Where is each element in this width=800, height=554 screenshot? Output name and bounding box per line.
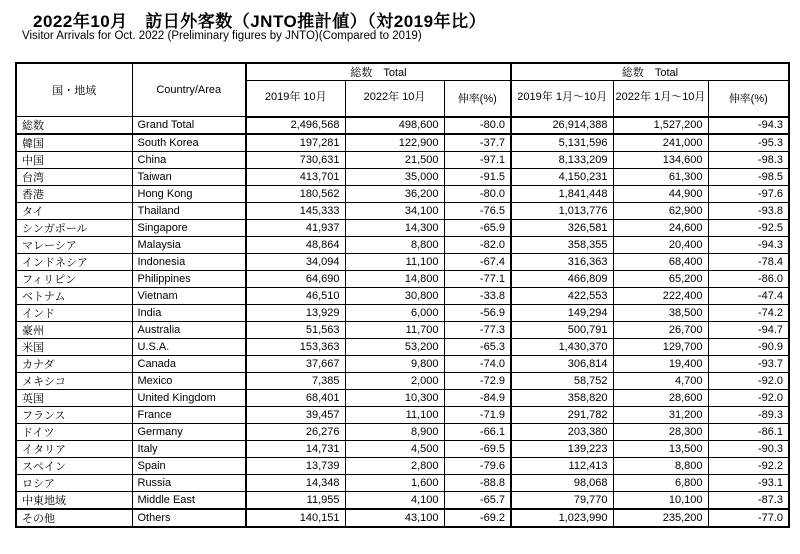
oct-growth-cell: -74.0 [444, 356, 511, 373]
oct-2019-value-cell: 180,562 [246, 186, 345, 203]
country-en-cell: Grand Total [132, 117, 246, 135]
cum-2022-value-cell: 10,100 [613, 492, 708, 510]
oct-2019-value-cell: 197,281 [246, 134, 345, 152]
cum-2022-value-cell: 19,400 [613, 356, 708, 373]
cum-growth-cell: -92.0 [708, 390, 789, 407]
country-en-cell: Taiwan [132, 169, 246, 186]
oct-2022-value-cell: 8,900 [345, 424, 444, 441]
cum-2022-value-cell: 13,500 [613, 441, 708, 458]
cum-growth-cell: -86.0 [708, 271, 789, 288]
oct-2019-value-cell: 48,864 [246, 237, 345, 254]
oct-2022-value-cell: 21,500 [345, 152, 444, 169]
oct-growth-cell: -91.5 [444, 169, 511, 186]
oct-2019-value-cell: 41,937 [246, 220, 345, 237]
cum-2022-value-cell: 20,400 [613, 237, 708, 254]
cum-2022-value-cell: 61,300 [613, 169, 708, 186]
cum-growth-cell: -92.0 [708, 373, 789, 390]
country-jp-cell: スペイン [16, 458, 132, 475]
cum-growth-cell: -94.7 [708, 322, 789, 339]
oct-2019-value-cell: 39,457 [246, 407, 345, 424]
cum-2019-value-cell: 358,355 [511, 237, 613, 254]
oct-2019-value-cell: 2,496,568 [246, 117, 345, 135]
oct-2019-value-cell: 13,929 [246, 305, 345, 322]
visitor-arrivals-table [15, 62, 790, 528]
oct-growth-cell: -65.7 [444, 492, 511, 510]
oct-2022-value-cell: 14,300 [345, 220, 444, 237]
country-jp-cell: 豪州 [16, 322, 132, 339]
oct-2019-value-cell: 46,510 [246, 288, 345, 305]
oct-2022-value-cell: 11,700 [345, 322, 444, 339]
country-en-cell: Indonesia [132, 254, 246, 271]
header-growth-october: 伸率(%) [444, 81, 511, 117]
cum-growth-cell: -94.3 [708, 237, 789, 254]
country-en-cell: Middle East [132, 492, 246, 510]
cum-2019-value-cell: 358,820 [511, 390, 613, 407]
country-en-cell: United Kingdom [132, 390, 246, 407]
header-group-cumulative-total: 総数 Total [511, 63, 789, 81]
cum-2019-value-cell: 112,413 [511, 458, 613, 475]
cum-growth-cell: -90.9 [708, 339, 789, 356]
oct-2019-value-cell: 730,631 [246, 152, 345, 169]
cum-2022-value-cell: 68,400 [613, 254, 708, 271]
oct-growth-cell: -77.1 [444, 271, 511, 288]
country-jp-cell: シンガポール [16, 220, 132, 237]
oct-2019-value-cell: 7,385 [246, 373, 345, 390]
cum-2022-value-cell: 235,200 [613, 509, 708, 527]
page-subtitle: Visitor Arrivals for Oct. 2022 (Preliminary figures by JNTO)(Compared to 2019) [22, 30, 422, 42]
table-row [16, 117, 789, 135]
country-en-cell: Singapore [132, 220, 246, 237]
country-en-cell: U.S.A. [132, 339, 246, 356]
oct-2022-value-cell: 8,800 [345, 237, 444, 254]
oct-2019-value-cell: 37,667 [246, 356, 345, 373]
cum-2022-value-cell: 222,400 [613, 288, 708, 305]
oct-2022-value-cell: 36,200 [345, 186, 444, 203]
oct-2022-value-cell: 10,300 [345, 390, 444, 407]
cum-growth-cell: -93.1 [708, 475, 789, 492]
oct-2022-value-cell: 43,100 [345, 509, 444, 527]
cum-growth-cell: -98.5 [708, 169, 789, 186]
oct-growth-cell: -33.8 [444, 288, 511, 305]
country-en-cell: China [132, 152, 246, 169]
cum-2022-value-cell: 6,800 [613, 475, 708, 492]
oct-2022-value-cell: 6,000 [345, 305, 444, 322]
cum-growth-cell: -94.3 [708, 117, 789, 135]
oct-growth-cell: -71.9 [444, 407, 511, 424]
cum-2019-value-cell: 1,841,448 [511, 186, 613, 203]
table-row [16, 169, 789, 186]
cum-2019-value-cell: 306,814 [511, 356, 613, 373]
header-group-monthly-total: 総数 Total [246, 63, 511, 81]
oct-growth-cell: -65.9 [444, 220, 511, 237]
cum-2019-value-cell: 291,782 [511, 407, 613, 424]
oct-2019-value-cell: 11,955 [246, 492, 345, 510]
country-jp-cell: イタリア [16, 441, 132, 458]
header-country-en: Country/Area [132, 63, 246, 117]
cum-2022-value-cell: 134,600 [613, 152, 708, 169]
country-jp-cell: カナダ [16, 356, 132, 373]
country-en-cell: Others [132, 509, 246, 527]
oct-growth-cell: -82.0 [444, 237, 511, 254]
header-2019-cumulative: 2019年 1月～10月 [511, 81, 613, 117]
table-row [16, 288, 789, 305]
country-en-cell: Italy [132, 441, 246, 458]
country-en-cell: Mexico [132, 373, 246, 390]
country-en-cell: Vietnam [132, 288, 246, 305]
table-row [16, 152, 789, 169]
country-jp-cell: ロシア [16, 475, 132, 492]
cum-2019-value-cell: 8,133,209 [511, 152, 613, 169]
country-jp-cell: 中国 [16, 152, 132, 169]
country-jp-cell: フランス [16, 407, 132, 424]
table-row [16, 390, 789, 407]
oct-2019-value-cell: 14,731 [246, 441, 345, 458]
cum-2022-value-cell: 241,000 [613, 134, 708, 152]
cum-2019-value-cell: 466,809 [511, 271, 613, 288]
oct-2022-value-cell: 35,000 [345, 169, 444, 186]
table-row [16, 509, 789, 527]
oct-2022-value-cell: 53,200 [345, 339, 444, 356]
cum-growth-cell: -47.4 [708, 288, 789, 305]
header-2022-october: 2022年 10月 [345, 81, 444, 117]
cum-growth-cell: -78.4 [708, 254, 789, 271]
table-row [16, 322, 789, 339]
cum-2019-value-cell: 79,770 [511, 492, 613, 510]
oct-growth-cell: -67.4 [444, 254, 511, 271]
country-en-cell: India [132, 305, 246, 322]
table-row [16, 441, 789, 458]
page-title: 2022年10月 訪日外客数（JNTO推計値）（対2019年比） [33, 12, 487, 31]
oct-2019-value-cell: 145,333 [246, 203, 345, 220]
oct-2019-value-cell: 64,690 [246, 271, 345, 288]
table-row [16, 407, 789, 424]
cum-growth-cell: -98.3 [708, 152, 789, 169]
cum-2019-value-cell: 422,553 [511, 288, 613, 305]
cum-2019-value-cell: 500,791 [511, 322, 613, 339]
table-body [16, 117, 789, 528]
country-en-cell: France [132, 407, 246, 424]
country-jp-cell: ドイツ [16, 424, 132, 441]
cum-growth-cell: -93.7 [708, 356, 789, 373]
country-jp-cell: 米国 [16, 339, 132, 356]
cum-growth-cell: -93.8 [708, 203, 789, 220]
country-jp-cell: 英国 [16, 390, 132, 407]
cum-2019-value-cell: 98,068 [511, 475, 613, 492]
table-row [16, 339, 789, 356]
country-en-cell: Australia [132, 322, 246, 339]
oct-2019-value-cell: 68,401 [246, 390, 345, 407]
country-jp-cell: マレーシア [16, 237, 132, 254]
oct-2022-value-cell: 14,800 [345, 271, 444, 288]
cum-2019-value-cell: 139,223 [511, 441, 613, 458]
country-jp-cell: 総数 [16, 117, 132, 135]
oct-growth-cell: -66.1 [444, 424, 511, 441]
cum-growth-cell: -97.6 [708, 186, 789, 203]
table-row [16, 203, 789, 220]
table-row [16, 424, 789, 441]
table-row [16, 305, 789, 322]
oct-2019-value-cell: 14,348 [246, 475, 345, 492]
table-row [16, 356, 789, 373]
country-en-cell: Canada [132, 356, 246, 373]
oct-2019-value-cell: 13,739 [246, 458, 345, 475]
oct-growth-cell: -65.3 [444, 339, 511, 356]
oct-2022-value-cell: 498,600 [345, 117, 444, 135]
country-jp-cell: インドネシア [16, 254, 132, 271]
oct-2022-value-cell: 122,900 [345, 134, 444, 152]
oct-growth-cell: -88.8 [444, 475, 511, 492]
table-row [16, 237, 789, 254]
cum-2019-value-cell: 316,363 [511, 254, 613, 271]
cum-2022-value-cell: 4,700 [613, 373, 708, 390]
oct-2022-value-cell: 11,100 [345, 407, 444, 424]
oct-2019-value-cell: 51,563 [246, 322, 345, 339]
country-en-cell: Spain [132, 458, 246, 475]
country-en-cell: Philippines [132, 271, 246, 288]
oct-growth-cell: -77.3 [444, 322, 511, 339]
oct-growth-cell: -72.9 [444, 373, 511, 390]
country-jp-cell: メキシコ [16, 373, 132, 390]
cum-2019-value-cell: 4,150,231 [511, 169, 613, 186]
cum-2022-value-cell: 62,900 [613, 203, 708, 220]
table-row [16, 373, 789, 390]
oct-growth-cell: -79.6 [444, 458, 511, 475]
table-row [16, 458, 789, 475]
oct-2022-value-cell: 30,800 [345, 288, 444, 305]
oct-growth-cell: -56.9 [444, 305, 511, 322]
table-row [16, 134, 789, 152]
country-jp-cell: ベトナム [16, 288, 132, 305]
cum-2022-value-cell: 31,200 [613, 407, 708, 424]
oct-growth-cell: -84.9 [444, 390, 511, 407]
oct-2022-value-cell: 1,600 [345, 475, 444, 492]
table-row [16, 220, 789, 237]
table-row [16, 492, 789, 510]
header-growth-cumulative: 伸率(%) [708, 81, 789, 117]
cum-2022-value-cell: 44,900 [613, 186, 708, 203]
cum-growth-cell: -95.3 [708, 134, 789, 152]
cum-growth-cell: -92.2 [708, 458, 789, 475]
cum-2022-value-cell: 28,600 [613, 390, 708, 407]
header-2019-october: 2019年 10月 [246, 81, 345, 117]
cum-2022-value-cell: 38,500 [613, 305, 708, 322]
cum-2022-value-cell: 65,200 [613, 271, 708, 288]
cum-2019-value-cell: 5,131,596 [511, 134, 613, 152]
oct-2019-value-cell: 26,276 [246, 424, 345, 441]
country-en-cell: Hong Kong [132, 186, 246, 203]
cum-2022-value-cell: 26,700 [613, 322, 708, 339]
oct-2019-value-cell: 413,701 [246, 169, 345, 186]
country-jp-cell: 台湾 [16, 169, 132, 186]
country-jp-cell: インド [16, 305, 132, 322]
oct-growth-cell: -76.5 [444, 203, 511, 220]
cum-2019-value-cell: 26,914,388 [511, 117, 613, 135]
oct-growth-cell: -80.0 [444, 186, 511, 203]
oct-2019-value-cell: 153,363 [246, 339, 345, 356]
table-row [16, 271, 789, 288]
table-header-group-row [16, 63, 789, 81]
cum-2019-value-cell: 203,380 [511, 424, 613, 441]
oct-2022-value-cell: 2,800 [345, 458, 444, 475]
cum-2019-value-cell: 326,581 [511, 220, 613, 237]
country-jp-cell: その他 [16, 509, 132, 527]
country-jp-cell: タイ [16, 203, 132, 220]
oct-2022-value-cell: 9,800 [345, 356, 444, 373]
oct-growth-cell: -97.1 [444, 152, 511, 169]
cum-growth-cell: -87.3 [708, 492, 789, 510]
header-2022-cumulative: 2022年 1月～10月 [613, 81, 708, 117]
oct-2022-value-cell: 11,100 [345, 254, 444, 271]
oct-growth-cell: -69.5 [444, 441, 511, 458]
country-en-cell: Russia [132, 475, 246, 492]
cum-growth-cell: -90.3 [708, 441, 789, 458]
table-row [16, 254, 789, 271]
oct-2022-value-cell: 4,100 [345, 492, 444, 510]
table-row [16, 186, 789, 203]
cum-growth-cell: -92.5 [708, 220, 789, 237]
country-jp-cell: フィリピン [16, 271, 132, 288]
country-jp-cell: 香港 [16, 186, 132, 203]
oct-growth-cell: -80.0 [444, 117, 511, 135]
cum-2022-value-cell: 24,600 [613, 220, 708, 237]
cum-2019-value-cell: 149,294 [511, 305, 613, 322]
oct-2019-value-cell: 34,094 [246, 254, 345, 271]
country-en-cell: Thailand [132, 203, 246, 220]
cum-2022-value-cell: 8,800 [613, 458, 708, 475]
header-country-jp: 国・地域 [16, 63, 132, 117]
cum-2019-value-cell: 1,023,990 [511, 509, 613, 527]
cum-growth-cell: -89.3 [708, 407, 789, 424]
oct-2022-value-cell: 4,500 [345, 441, 444, 458]
cum-growth-cell: -77.0 [708, 509, 789, 527]
country-en-cell: South Korea [132, 134, 246, 152]
cum-2022-value-cell: 1,527,200 [613, 117, 708, 135]
cum-growth-cell: -86.1 [708, 424, 789, 441]
oct-growth-cell: -37.7 [444, 134, 511, 152]
country-jp-cell: 中東地域 [16, 492, 132, 510]
country-jp-cell: 韓国 [16, 134, 132, 152]
cum-2022-value-cell: 129,700 [613, 339, 708, 356]
country-en-cell: Germany [132, 424, 246, 441]
oct-growth-cell: -69.2 [444, 509, 511, 527]
cum-2019-value-cell: 1,430,370 [511, 339, 613, 356]
cum-2019-value-cell: 1,013,776 [511, 203, 613, 220]
cum-2022-value-cell: 28,300 [613, 424, 708, 441]
table-row [16, 475, 789, 492]
country-en-cell: Malaysia [132, 237, 246, 254]
cum-growth-cell: -74.2 [708, 305, 789, 322]
oct-2022-value-cell: 2,000 [345, 373, 444, 390]
oct-2022-value-cell: 34,100 [345, 203, 444, 220]
oct-2019-value-cell: 140,151 [246, 509, 345, 527]
cum-2019-value-cell: 58,752 [511, 373, 613, 390]
